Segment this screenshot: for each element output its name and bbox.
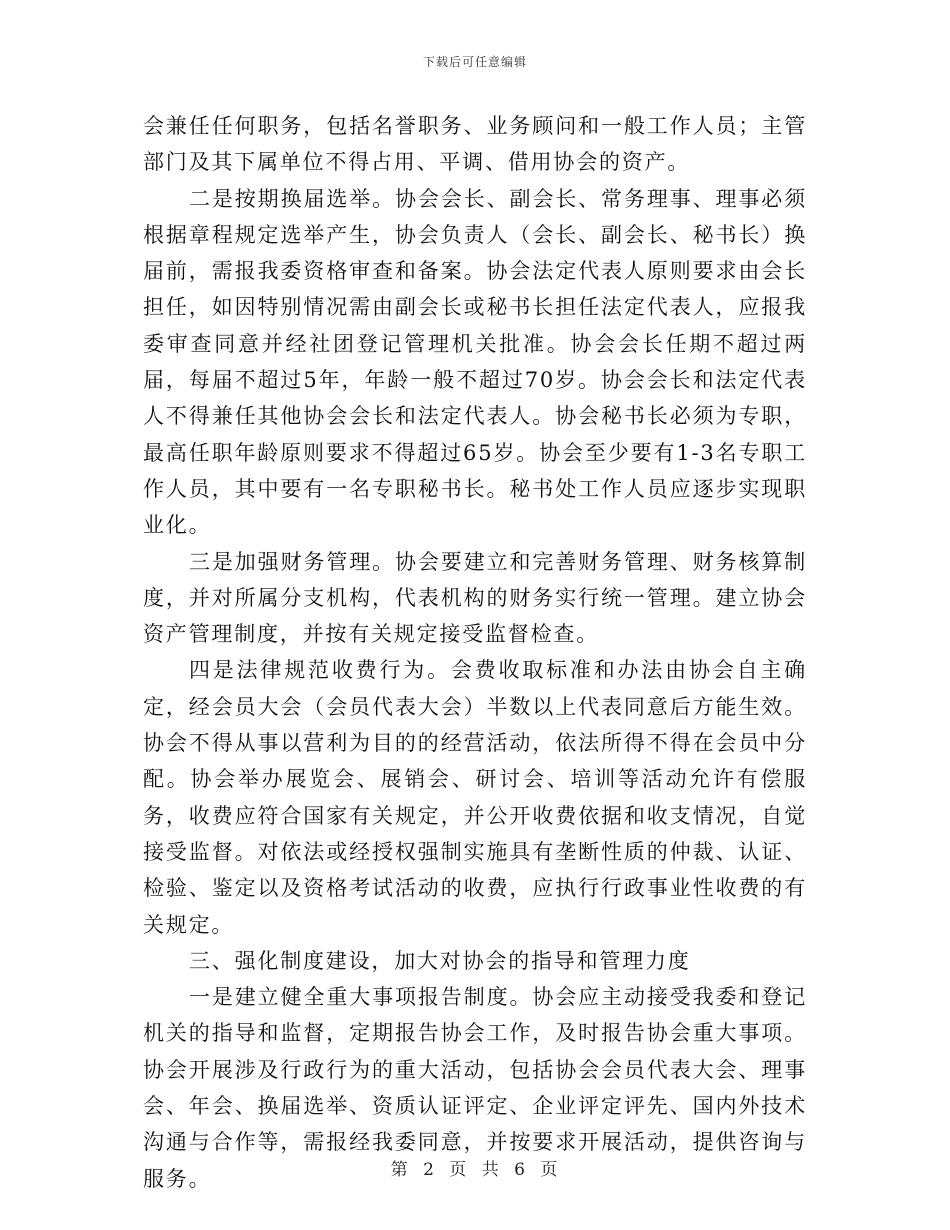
section-heading: 三、强化制度建设，加大对协会的指导和管理力度 [189, 948, 691, 973]
page-header: 下载后可任意编辑 [422, 55, 527, 69]
paragraph-continued: 会兼任任何职务，包括名誉职务、业务顾问和一般工作人员；主管部门及其下属单位不得占用、平调、借用协会的资产。 [143, 114, 807, 175]
paragraph-finance: 三是加强财务管理。协会要建立和完善财务管理、财务核算制度，并对所属分支机构，代表机构的财务实行统一管理。建立协会资产管理制度，并按有关规定接受监督检查。 [143, 549, 807, 647]
paragraph-fees: 四是法律规范收费行为。会费收取标准和办法由协会自主确定，经会员大会（会员代表大会）半数以上代表同意后方能生效。协会不得从事以营利为目的的经营活动，依法所得不得在会员中分配。协会举办展览会、展销会、研讨会、培训等活动允许有偿服务，收费应符合国家有关规定，并公开收费依据和收支情况，自觉接受监督。对依法或经授权强制实施具有垄断性质的仲裁、认证、检验、鉴定以及资格考试活动的收费，应执行行政事业性收费的有关规定。 [143, 658, 807, 937]
page-number: 第 2 页 共 6 页 [390, 1160, 560, 1180]
paragraph-election: 二是按期换届选举。协会会长、副会长、常务理事、理事必须根据章程规定选举产生，协会负责人（会长、副会长、秘书长）换届前，需报我委资格审查和备案。协会法定代表人原则要求由会长担任，如因特别情况需由副会长或秘书长担任法定代表人，应报我委审查同意并经社团登记管理机关批准。协会会长任期不超过两届，每届不超过5年，年龄一般不超过70岁。协会会长和法定代表人不得兼任其他协会会长和法定代表人。协会秘书长必须为专职，最高任职年龄原则要求不得超过65岁。协会至少要有1-3名专职工作人员，其中要有一名专职秘书长。秘书处工作人员应逐步实现职业化。 [143, 186, 807, 538]
document-body [143, 108, 807, 1197]
paragraph-reporting: 一是建立健全重大事项报告制度。协会应主动接受我委和登记机关的指导和监督，定期报告协会工作，及时报告协会重大事项。协会开展涉及行政行为的重大活动，包括协会会员代表大会、理事会、年会、换届选举、资质认证评定、企业评定评先、国内外技术沟通与合作等，需报经我委同意，并按要求开展活动，提供咨询与服务。 [143, 985, 807, 1191]
